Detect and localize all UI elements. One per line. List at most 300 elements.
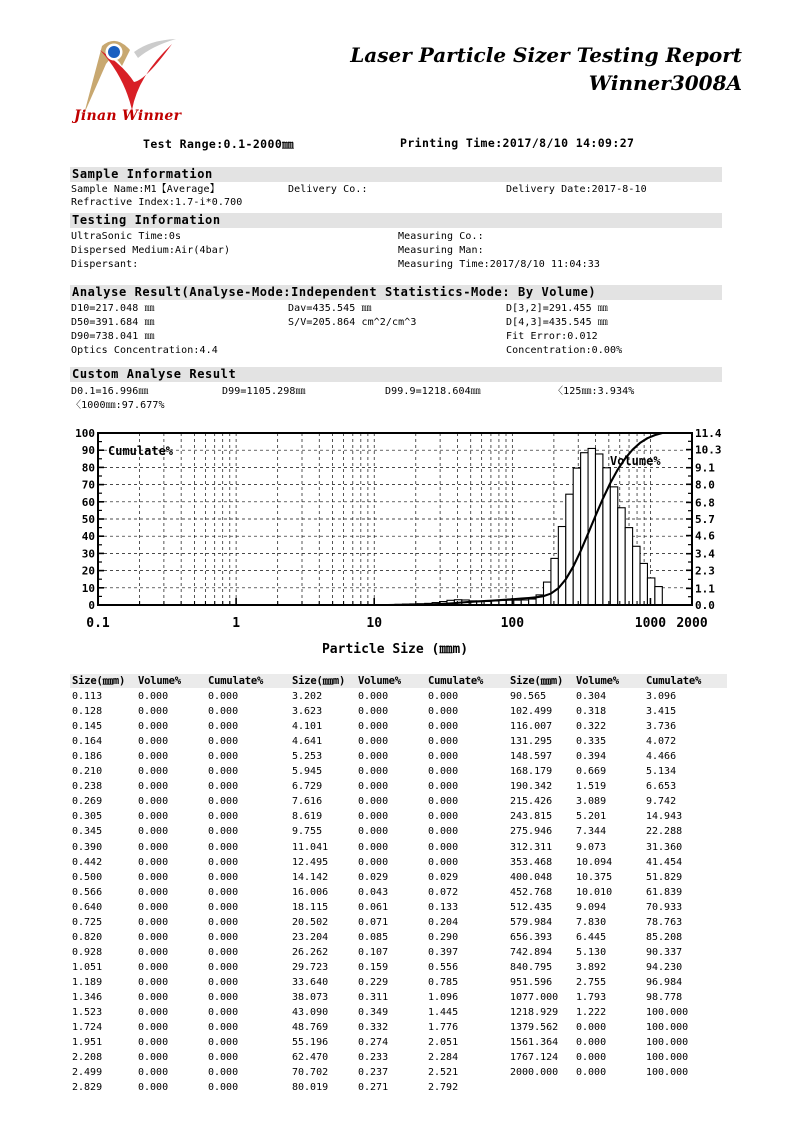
cell-volume: 0.000 bbox=[358, 691, 389, 703]
cell-size: 656.393 bbox=[510, 931, 553, 943]
table-row bbox=[292, 840, 502, 855]
table-row bbox=[72, 824, 282, 839]
cell-cumulate: 41.454 bbox=[646, 856, 683, 868]
cell-cumulate: 94.230 bbox=[646, 961, 683, 973]
col-header-cumulate: Cumulate% bbox=[646, 675, 702, 687]
cell-cumulate: 0.204 bbox=[428, 916, 459, 928]
d99-value: D99=1105.298㎜ bbox=[222, 386, 306, 397]
table-row bbox=[292, 809, 502, 824]
cell-cumulate: 2.284 bbox=[428, 1052, 459, 1064]
table-row bbox=[510, 1050, 720, 1065]
cell-volume: 0.233 bbox=[358, 1052, 389, 1064]
cell-cumulate: 0.000 bbox=[208, 1067, 239, 1079]
cell-cumulate: 0.000 bbox=[208, 751, 239, 763]
table-row bbox=[292, 885, 502, 900]
table-header-row bbox=[510, 674, 720, 689]
cell-volume: 0.000 bbox=[138, 751, 169, 763]
cell-size: 43.090 bbox=[292, 1007, 329, 1019]
cell-size: 1.523 bbox=[72, 1007, 103, 1019]
cell-volume: 0.000 bbox=[358, 781, 389, 793]
table-row bbox=[510, 870, 720, 885]
cell-cumulate: 0.556 bbox=[428, 961, 459, 973]
cell-volume: 0.000 bbox=[576, 1067, 607, 1079]
cell-size: 2.829 bbox=[72, 1082, 103, 1094]
cell-volume: 0.107 bbox=[358, 946, 389, 958]
svg-text:10.3: 10.3 bbox=[695, 443, 722, 457]
cell-size: 1.724 bbox=[72, 1022, 103, 1034]
cell-cumulate: 0.000 bbox=[428, 841, 459, 853]
table-row bbox=[72, 689, 282, 704]
cell-cumulate: 4.072 bbox=[646, 736, 677, 748]
cell-volume: 1.222 bbox=[576, 1007, 607, 1019]
cell-cumulate: 0.785 bbox=[428, 976, 459, 988]
cell-cumulate: 1.096 bbox=[428, 991, 459, 1003]
svg-text:0.1: 0.1 bbox=[86, 616, 110, 631]
cell-volume: 0.000 bbox=[138, 796, 169, 808]
table-row bbox=[292, 1065, 502, 1080]
cell-cumulate: 96.984 bbox=[646, 976, 683, 988]
cell-volume: 0.000 bbox=[138, 691, 169, 703]
cell-size: 148.597 bbox=[510, 751, 553, 763]
cell-size: 6.729 bbox=[292, 781, 323, 793]
cell-size: 190.342 bbox=[510, 781, 553, 793]
table-row bbox=[292, 1035, 502, 1050]
cell-volume: 0.229 bbox=[358, 976, 389, 988]
cell-volume: 3.089 bbox=[576, 796, 607, 808]
cell-cumulate: 0.000 bbox=[428, 766, 459, 778]
cell-size: 29.723 bbox=[292, 961, 329, 973]
cell-volume: 0.000 bbox=[138, 931, 169, 943]
table-row bbox=[510, 689, 720, 704]
cell-cumulate: 0.000 bbox=[208, 901, 239, 913]
cell-volume: 0.000 bbox=[138, 841, 169, 853]
table-row bbox=[72, 1080, 282, 1095]
col-header-volume: Volume% bbox=[358, 675, 401, 687]
cell-cumulate: 0.397 bbox=[428, 946, 459, 958]
table-row bbox=[292, 870, 502, 885]
cell-volume: 9.094 bbox=[576, 901, 607, 913]
cell-volume: 0.061 bbox=[358, 901, 389, 913]
report-model: Winner3008A bbox=[588, 71, 742, 95]
table-row bbox=[72, 1065, 282, 1080]
cell-size: 4.641 bbox=[292, 736, 323, 748]
section-testing-information: Testing Information bbox=[70, 213, 722, 228]
cell-cumulate: 0.029 bbox=[428, 871, 459, 883]
table-row bbox=[510, 749, 720, 764]
cell-volume: 0.318 bbox=[576, 706, 607, 718]
concentration: Concentration:0.00% bbox=[506, 345, 623, 356]
cell-volume: 0.335 bbox=[576, 736, 607, 748]
cell-size: 2.499 bbox=[72, 1067, 103, 1079]
table-row bbox=[510, 764, 720, 779]
cell-cumulate: 0.000 bbox=[208, 1082, 239, 1094]
cell-cumulate: 0.000 bbox=[208, 976, 239, 988]
table-row bbox=[72, 794, 282, 809]
cell-size: 742.894 bbox=[510, 946, 553, 958]
cell-cumulate: 6.653 bbox=[646, 781, 677, 793]
cell-volume: 0.000 bbox=[138, 1007, 169, 1019]
measuring-time: Measuring Time:2017/8/10 11:04:33 bbox=[398, 259, 600, 270]
cell-volume: 0.159 bbox=[358, 961, 389, 973]
cell-cumulate: 2.051 bbox=[428, 1037, 459, 1049]
cell-cumulate: 5.134 bbox=[646, 766, 677, 778]
cell-size: 0.113 bbox=[72, 691, 103, 703]
cell-volume: 0.000 bbox=[138, 1022, 169, 1034]
table-row bbox=[510, 885, 720, 900]
cell-volume: 0.071 bbox=[358, 916, 389, 928]
cell-size: 18.115 bbox=[292, 901, 329, 913]
cell-size: 1.346 bbox=[72, 991, 103, 1003]
cell-volume: 0.237 bbox=[358, 1067, 389, 1079]
refractive-index: Refractive Index:1.7-i*0.700 bbox=[71, 197, 243, 208]
cell-cumulate: 0.000 bbox=[208, 796, 239, 808]
col-header-size: Size(㎜m) bbox=[72, 675, 126, 687]
cell-size: 0.145 bbox=[72, 721, 103, 733]
d32-value: D[3,2]=291.455 ㎜ bbox=[506, 303, 608, 314]
data-table-group-1 bbox=[72, 674, 282, 1095]
table-row bbox=[510, 1035, 720, 1050]
cell-cumulate: 0.000 bbox=[208, 946, 239, 958]
cell-size: 1077.000 bbox=[510, 991, 559, 1003]
cell-size: 0.345 bbox=[72, 826, 103, 838]
cell-size: 0.238 bbox=[72, 781, 103, 793]
svg-text:90: 90 bbox=[81, 444, 95, 458]
table-row bbox=[292, 900, 502, 915]
svg-text:50: 50 bbox=[81, 513, 95, 526]
cell-volume: 0.000 bbox=[358, 826, 389, 838]
cell-volume: 0.394 bbox=[576, 751, 607, 763]
cell-size: 3.202 bbox=[292, 691, 323, 703]
cell-size: 1561.364 bbox=[510, 1037, 559, 1049]
table-row bbox=[72, 1050, 282, 1065]
cell-volume: 0.322 bbox=[576, 721, 607, 733]
cell-cumulate: 0.000 bbox=[208, 916, 239, 928]
cell-size: 1.189 bbox=[72, 976, 103, 988]
cell-size: 0.725 bbox=[72, 916, 103, 928]
lt125-value: 〈125㎜:3.934% bbox=[553, 386, 635, 397]
cell-cumulate: 1.445 bbox=[428, 1007, 459, 1019]
col-header-cumulate: Cumulate% bbox=[208, 675, 264, 687]
table-row bbox=[292, 930, 502, 945]
cell-size: 20.502 bbox=[292, 916, 329, 928]
report-header bbox=[0, 0, 794, 130]
cell-cumulate: 0.000 bbox=[428, 721, 459, 733]
svg-text:5.7: 5.7 bbox=[695, 513, 715, 526]
cell-cumulate: 0.000 bbox=[428, 751, 459, 763]
cell-size: 11.041 bbox=[292, 841, 329, 853]
cell-size: 1.051 bbox=[72, 961, 103, 973]
cell-volume: 0.000 bbox=[138, 826, 169, 838]
col-header-volume: Volume% bbox=[138, 675, 181, 687]
cell-volume: 0.000 bbox=[138, 901, 169, 913]
cell-cumulate: 0.000 bbox=[208, 1037, 239, 1049]
cell-cumulate: 0.000 bbox=[208, 781, 239, 793]
cell-volume: 0.000 bbox=[138, 1082, 169, 1094]
report-title: Laser Particle Sizer Testing Report bbox=[350, 43, 742, 67]
table-row bbox=[72, 749, 282, 764]
svg-text:10: 10 bbox=[81, 581, 95, 595]
cell-size: 5.253 bbox=[292, 751, 323, 763]
table-row bbox=[292, 945, 502, 960]
cell-volume: 0.000 bbox=[358, 751, 389, 763]
cell-volume: 0.000 bbox=[358, 736, 389, 748]
cell-size: 131.295 bbox=[510, 736, 553, 748]
ultrasonic-time: UltraSonic Time:0s bbox=[71, 231, 182, 242]
col-header-volume: Volume% bbox=[576, 675, 619, 687]
cell-cumulate: 31.360 bbox=[646, 841, 683, 853]
table-row bbox=[510, 915, 720, 930]
cell-size: 0.500 bbox=[72, 871, 103, 883]
cell-cumulate: 51.829 bbox=[646, 871, 683, 883]
cell-cumulate: 0.290 bbox=[428, 931, 459, 943]
cell-cumulate: 0.000 bbox=[208, 706, 239, 718]
table-row bbox=[292, 689, 502, 704]
cell-size: 951.596 bbox=[510, 976, 553, 988]
cell-volume: 0.304 bbox=[576, 691, 607, 703]
cell-size: 312.311 bbox=[510, 841, 553, 853]
table-row bbox=[292, 719, 502, 734]
cell-volume: 0.000 bbox=[358, 766, 389, 778]
measuring-man: Measuring Man: bbox=[398, 245, 484, 256]
cell-cumulate: 100.000 bbox=[646, 1067, 689, 1079]
cell-cumulate: 0.000 bbox=[428, 796, 459, 808]
svg-text:1: 1 bbox=[232, 616, 241, 631]
cell-volume: 0.000 bbox=[358, 796, 389, 808]
d01-value: D0.1=16.996㎜ bbox=[71, 386, 149, 397]
table-row bbox=[510, 719, 720, 734]
cell-volume: 0.000 bbox=[138, 886, 169, 898]
cell-cumulate: 3.096 bbox=[646, 691, 677, 703]
cell-cumulate: 0.000 bbox=[428, 811, 459, 823]
cell-volume: 0.000 bbox=[358, 841, 389, 853]
svg-text:Cumulate%: Cumulate% bbox=[108, 444, 174, 458]
cell-size: 400.048 bbox=[510, 871, 553, 883]
table-row bbox=[72, 945, 282, 960]
cell-volume: 0.043 bbox=[358, 886, 389, 898]
cell-cumulate: 22.288 bbox=[646, 826, 683, 838]
cell-size: 1218.929 bbox=[510, 1007, 559, 1019]
cell-size: 62.470 bbox=[292, 1052, 329, 1064]
table-row bbox=[72, 734, 282, 749]
optics-concentration: Optics Concentration:4.4 bbox=[71, 345, 218, 356]
table-row bbox=[510, 1065, 720, 1080]
table-row bbox=[510, 960, 720, 975]
cell-volume: 0.000 bbox=[138, 961, 169, 973]
cell-size: 0.640 bbox=[72, 901, 103, 913]
cell-cumulate: 0.000 bbox=[208, 1052, 239, 1064]
table-row bbox=[510, 930, 720, 945]
svg-text:Particle Size (㎜m): Particle Size (㎜m) bbox=[321, 642, 469, 657]
table-row bbox=[292, 990, 502, 1005]
table-row bbox=[510, 824, 720, 839]
cell-volume: 0.000 bbox=[138, 916, 169, 928]
cell-cumulate: 0.000 bbox=[208, 691, 239, 703]
cell-cumulate: 4.466 bbox=[646, 751, 677, 763]
d999-value: D99.9=1218.604㎜ bbox=[385, 386, 481, 397]
table-row bbox=[292, 1005, 502, 1020]
cell-volume: 5.130 bbox=[576, 946, 607, 958]
cell-size: 0.390 bbox=[72, 841, 103, 853]
table-row bbox=[292, 704, 502, 719]
cell-cumulate: 14.943 bbox=[646, 811, 683, 823]
cell-size: 0.164 bbox=[72, 736, 103, 748]
cell-cumulate: 0.000 bbox=[428, 736, 459, 748]
delivery-date: Delivery Date:2017-8-10 bbox=[506, 184, 647, 195]
section-analyse-result: Analyse Result(Analyse-Mode:Independent Statistics-Mode: By Volume) bbox=[70, 285, 722, 300]
cell-size: 9.755 bbox=[292, 826, 323, 838]
cell-size: 1767.124 bbox=[510, 1052, 559, 1064]
cell-size: 14.142 bbox=[292, 871, 329, 883]
cell-size: 1.951 bbox=[72, 1037, 103, 1049]
table-row bbox=[72, 960, 282, 975]
cell-size: 70.702 bbox=[292, 1067, 329, 1079]
table-row bbox=[510, 840, 720, 855]
table-row bbox=[292, 1020, 502, 1035]
cell-size: 0.305 bbox=[72, 811, 103, 823]
cell-size: 12.495 bbox=[292, 856, 329, 868]
cell-size: 0.442 bbox=[72, 856, 103, 868]
cell-cumulate: 100.000 bbox=[646, 1052, 689, 1064]
table-row bbox=[292, 855, 502, 870]
svg-text:1.1: 1.1 bbox=[695, 582, 715, 596]
section-sample-information: Sample Information bbox=[70, 167, 722, 182]
cell-volume: 0.000 bbox=[138, 946, 169, 958]
cell-cumulate: 0.000 bbox=[428, 691, 459, 703]
table-row bbox=[510, 945, 720, 960]
table-row bbox=[72, 990, 282, 1005]
cell-cumulate: 0.000 bbox=[428, 706, 459, 718]
cell-size: 33.640 bbox=[292, 976, 329, 988]
svg-text:70: 70 bbox=[81, 478, 95, 492]
cell-size: 48.769 bbox=[292, 1022, 329, 1034]
table-header-row bbox=[292, 674, 502, 689]
svg-text:9.1: 9.1 bbox=[695, 461, 715, 475]
cell-volume: 0.332 bbox=[358, 1022, 389, 1034]
table-row bbox=[510, 975, 720, 990]
cell-cumulate: 9.742 bbox=[646, 796, 677, 808]
cell-cumulate: 0.000 bbox=[208, 931, 239, 943]
cell-volume: 0.000 bbox=[138, 856, 169, 868]
cell-cumulate: 0.000 bbox=[428, 856, 459, 868]
cell-volume: 0.085 bbox=[358, 931, 389, 943]
cell-cumulate: 0.000 bbox=[208, 826, 239, 838]
cell-volume: 0.000 bbox=[138, 736, 169, 748]
cell-volume: 0.349 bbox=[358, 1007, 389, 1019]
svg-text:20: 20 bbox=[81, 564, 95, 578]
svg-text:3.4: 3.4 bbox=[695, 547, 715, 561]
table-row bbox=[72, 915, 282, 930]
table-row bbox=[72, 1005, 282, 1020]
cell-volume: 0.271 bbox=[358, 1082, 389, 1094]
cell-cumulate: 0.072 bbox=[428, 886, 459, 898]
cell-size: 90.565 bbox=[510, 691, 547, 703]
cell-volume: 1.519 bbox=[576, 781, 607, 793]
cell-volume: 0.000 bbox=[576, 1022, 607, 1034]
cell-volume: 0.000 bbox=[138, 721, 169, 733]
svg-text:6.8: 6.8 bbox=[695, 496, 715, 510]
company-name: Jinan Winner bbox=[74, 108, 182, 124]
cell-volume: 0.000 bbox=[138, 811, 169, 823]
cell-size: 3.623 bbox=[292, 706, 323, 718]
cell-cumulate: 2.792 bbox=[428, 1082, 459, 1094]
cell-cumulate: 1.776 bbox=[428, 1022, 459, 1034]
test-range: Test Range:0.1-2000㎜ bbox=[143, 137, 295, 151]
svg-text:100: 100 bbox=[500, 616, 525, 631]
measuring-co: Measuring Co.: bbox=[398, 231, 484, 242]
cell-volume: 0.000 bbox=[358, 811, 389, 823]
cell-size: 2.208 bbox=[72, 1052, 103, 1064]
svg-text:2.3: 2.3 bbox=[695, 564, 715, 578]
cell-size: 0.928 bbox=[72, 946, 103, 958]
cell-size: 38.073 bbox=[292, 991, 329, 1003]
table-row bbox=[510, 809, 720, 824]
cell-cumulate: 0.000 bbox=[208, 1007, 239, 1019]
table-row bbox=[510, 900, 720, 915]
table-row bbox=[510, 704, 720, 719]
dav-value: Dav=435.545 ㎜ bbox=[288, 303, 372, 314]
svg-text:8.0: 8.0 bbox=[695, 478, 715, 492]
cell-cumulate: 90.337 bbox=[646, 946, 683, 958]
cell-volume: 0.000 bbox=[138, 1037, 169, 1049]
cell-volume: 2.755 bbox=[576, 976, 607, 988]
table-row bbox=[510, 855, 720, 870]
cell-volume: 10.375 bbox=[576, 871, 613, 883]
table-row bbox=[510, 734, 720, 749]
cell-cumulate: 0.000 bbox=[208, 886, 239, 898]
cell-volume: 0.000 bbox=[138, 781, 169, 793]
table-row bbox=[72, 840, 282, 855]
svg-text:4.6: 4.6 bbox=[695, 529, 715, 543]
svg-text:100: 100 bbox=[75, 427, 95, 440]
cell-size: 512.435 bbox=[510, 901, 553, 913]
table-row bbox=[72, 704, 282, 719]
cell-cumulate: 85.208 bbox=[646, 931, 683, 943]
table-row bbox=[292, 764, 502, 779]
cell-volume: 0.000 bbox=[138, 991, 169, 1003]
table-row bbox=[72, 809, 282, 824]
table-row bbox=[292, 749, 502, 764]
cell-cumulate: 70.933 bbox=[646, 901, 683, 913]
svg-text:40: 40 bbox=[81, 530, 95, 544]
col-header-size: Size(㎜m) bbox=[292, 675, 346, 687]
cell-size: 2000.000 bbox=[510, 1067, 559, 1079]
cell-size: 116.007 bbox=[510, 721, 553, 733]
cell-size: 0.820 bbox=[72, 931, 103, 943]
cell-cumulate: 0.000 bbox=[208, 991, 239, 1003]
cell-size: 102.499 bbox=[510, 706, 553, 718]
table-row bbox=[72, 764, 282, 779]
cell-volume: 0.274 bbox=[358, 1037, 389, 1049]
table-row bbox=[292, 794, 502, 809]
cell-cumulate: 0.000 bbox=[428, 826, 459, 838]
cell-cumulate: 0.000 bbox=[208, 871, 239, 883]
cell-size: 0.186 bbox=[72, 751, 103, 763]
cell-size: 7.616 bbox=[292, 796, 323, 808]
dispersant: Dispersant: bbox=[71, 259, 139, 270]
report-meta bbox=[0, 136, 794, 156]
cell-size: 0.210 bbox=[72, 766, 103, 778]
cell-size: 23.204 bbox=[292, 931, 329, 943]
table-row bbox=[292, 1050, 502, 1065]
cell-volume: 10.010 bbox=[576, 886, 613, 898]
cell-volume: 0.000 bbox=[358, 856, 389, 868]
cell-size: 168.179 bbox=[510, 766, 553, 778]
cell-cumulate: 0.000 bbox=[208, 841, 239, 853]
table-row bbox=[292, 779, 502, 794]
cell-size: 353.468 bbox=[510, 856, 553, 868]
cell-cumulate: 0.133 bbox=[428, 901, 459, 913]
cell-cumulate: 0.000 bbox=[208, 961, 239, 973]
